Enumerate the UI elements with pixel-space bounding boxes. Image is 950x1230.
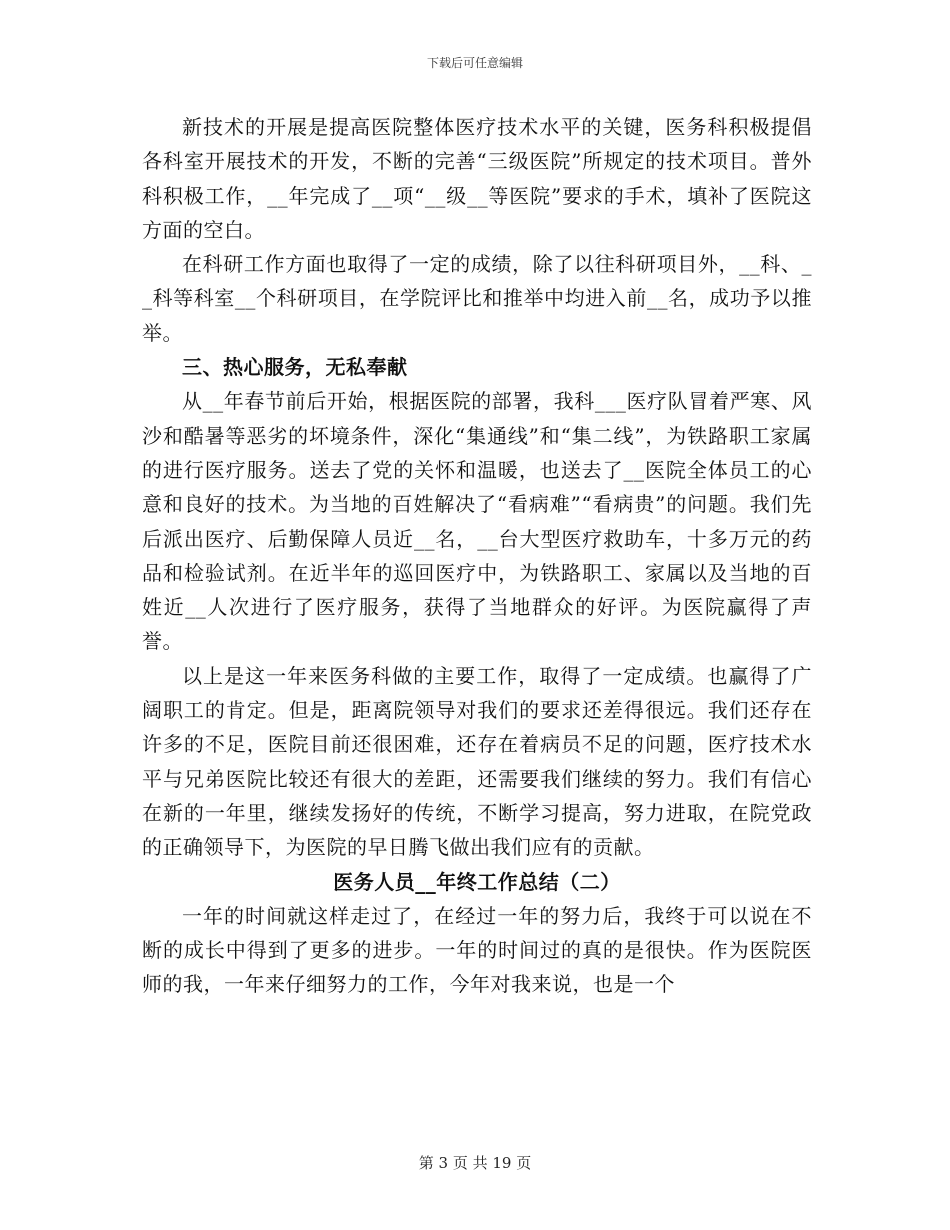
document-body	[142, 110, 812, 1002]
page-number-footer: 第 3 页 共 19 页	[418, 1154, 532, 1172]
paragraph-summary: 以上是这一年来医务科做的主要工作，取得了一定成绩。也赢得了广阔职工的肯定。但是，距离院领导对我们的要求还差得很远。我们还存在许多的不足，医院目前还很困难，还存在着病员不足的问题，医疗技术水平与兄弟医院比较还有很大的差距，还需要我们继续的努力。我们有信心在新的一年里，继续发扬好的传统，不断学习提高，努力进取，在院党政的正确领导下，为医院的早日腾飞做出我们应有的贡献。	[142, 663, 812, 860]
paragraph-medical-service: 从__年春节前后开始，根据医院的部署，我科___医疗队冒着严寒、风沙和酷暑等恶劣的坏境条件，深化“集通线”和“集二线”，为铁路职工家属的进行医疗服务。送去了党的关怀和温暖，也送去了__医院全体员工的心意和良好的技术。为当地的百姓解决了“看病难”“看病贵”的问题。我们先后派出医疗、后勤保障人员近__名，__台大型医疗救助车，十多万元的药品和检验试剂。在近半年的巡回医疗中，为铁路职工、家属以及当地的百姓近__人次进行了医疗服务，获得了当地群众的好评。为医院赢得了声誉。	[142, 389, 812, 654]
section-heading-service: 三、热心服务，无私奉献	[182, 355, 408, 380]
section-title-summary-two: 医务人员__年终工作总结（二）	[333, 869, 621, 894]
header-note: 下载后可任意编辑	[426, 56, 523, 70]
paragraph-new-technology: 新技术的开展是提高医院整体医疗技术水平的关键，医务科积极提倡各科室开展技术的开发，不断的完善“三级医院”所规定的技术项目。普外科积极工作，__年完成了__项“__级__等医院”要求的手术，填补了医院这方面的空白。	[142, 115, 812, 242]
paragraph-year-review: 一年的时间就这样走过了，在经过一年的努力后，我终于可以说在不断的成长中得到了更多的进步。一年的时间过的真的是很快。作为医院医师的我，一年来仔细努力的工作，今年对我来说，也是一个	[142, 903, 812, 997]
paragraph-research: 在科研工作方面也取得了一定的成绩，除了以往科研项目外，__科、__科等科室__个科研项目，在学院评比和推举中均进入前__名，成功予以推举。	[142, 252, 812, 345]
